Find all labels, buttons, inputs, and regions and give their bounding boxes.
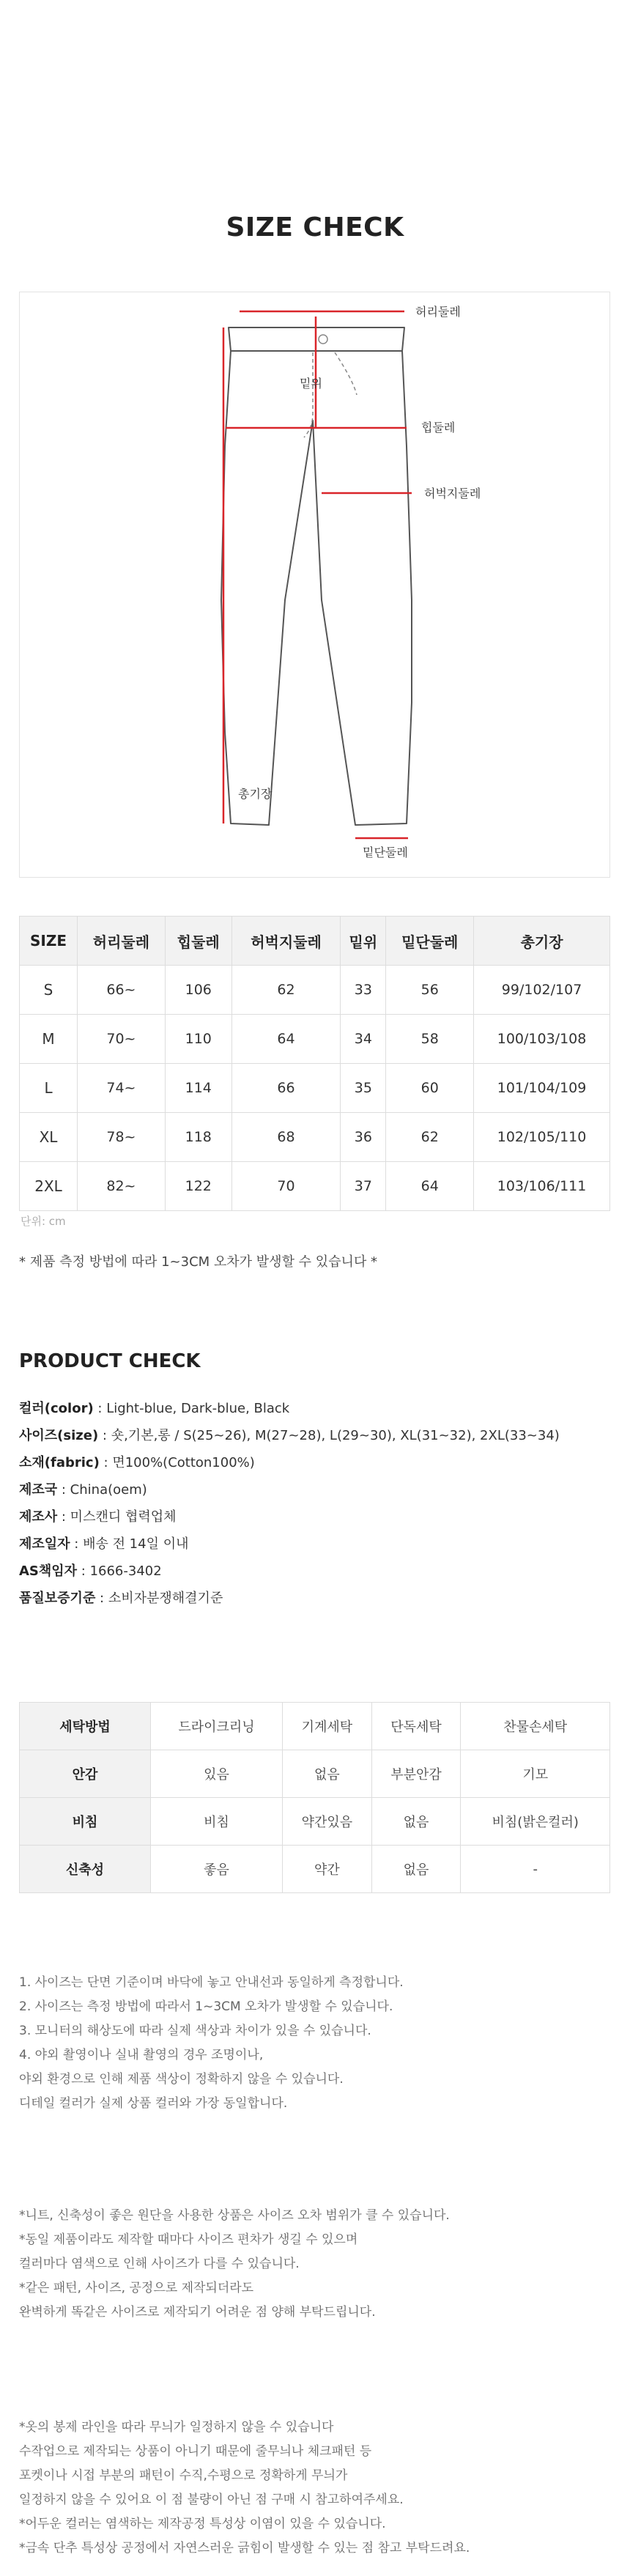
info-value: : 숏,기본,롱 / S(25~26), M(27~28), L(29~30), XL(31~32), 2XL(33~34) [98, 1428, 560, 1443]
product-info-item [19, 1558, 560, 1585]
notice-line: 2. 사이즈는 측정 방법에 따라서 1~3CM 오차가 발생할 수 있습니다. [19, 1999, 393, 2014]
header-hem: 밑단둘레 [386, 917, 474, 966]
cell: 찬물손세탁 [461, 1703, 610, 1750]
size-check-title: SIZE CHECK [226, 212, 404, 243]
table-row [20, 966, 610, 1015]
cell: S [20, 966, 78, 1015]
cell: 70~ [78, 1015, 166, 1064]
cell: 64 [231, 1015, 341, 1064]
product-info-item [19, 1585, 560, 1612]
cell: 36 [341, 1113, 386, 1162]
cell: 64 [386, 1162, 474, 1211]
header-hip: 힙둘레 [165, 917, 231, 966]
cell: 없음 [371, 1798, 461, 1846]
size-table [19, 916, 610, 1211]
cell: 58 [386, 1015, 474, 1064]
cell: 68 [231, 1113, 341, 1162]
cell: 70 [231, 1162, 341, 1211]
notice-line: *금속 단추 특성상 공정에서 자연스러운 긁힘이 발생할 수 있는 점 참고 부탁드려요. [19, 2541, 470, 2555]
row-header: 안감 [20, 1750, 151, 1798]
notice-line: *같은 패턴, 사이즈, 공정으로 제작되더라도 [19, 2281, 254, 2295]
info-key: 제조국 [19, 1482, 58, 1498]
table-row [20, 1846, 610, 1893]
cell: 114 [165, 1064, 231, 1113]
cell: 102/105/110 [474, 1113, 610, 1162]
info-value: : 미스캔디 협력업체 [57, 1509, 177, 1525]
info-key: 소재(fabric) [19, 1455, 100, 1470]
cell: 35 [341, 1064, 386, 1113]
row-header: 세탁방법 [20, 1703, 151, 1750]
label-length: 총기장 [238, 787, 273, 801]
cell: 부분안감 [371, 1750, 461, 1798]
label-thigh: 허벅지둘레 [424, 486, 481, 500]
cell: 기계세탁 [283, 1703, 372, 1750]
cell: 110 [165, 1015, 231, 1064]
notice-line: *옷의 봉제 라인을 따라 무늬가 일정하지 않을 수 있습니다 [19, 2420, 334, 2435]
info-value: : 소비자분쟁해결기준 [95, 1591, 223, 1606]
info-key: AS책임자 [19, 1563, 78, 1579]
table-row [20, 1015, 610, 1064]
product-info-item [19, 1503, 560, 1531]
info-value: : Light-blue, Dark-blue, Black [93, 1401, 290, 1416]
info-value: : China(oem) [57, 1482, 147, 1498]
info-key: 컬러(color) [19, 1401, 94, 1416]
table-row [20, 1162, 610, 1211]
product-info-item [19, 1395, 560, 1422]
cell: - [461, 1846, 610, 1893]
cell: 비침 [151, 1798, 283, 1846]
cell: 101/104/109 [474, 1064, 610, 1113]
cell: 비침(밝은컬러) [461, 1798, 610, 1846]
label-hem: 밑단둘레 [363, 845, 408, 859]
size-table-header [20, 917, 610, 966]
cell: 2XL [20, 1162, 78, 1211]
info-key: 제조사 [19, 1509, 58, 1525]
cell: 66~ [78, 966, 166, 1015]
notice-line: 디테일 컬러가 실제 상품 컬러와 가장 동일합니다. [19, 2096, 288, 2111]
notice-line: 1. 사이즈는 단면 기준이며 바닥에 놓고 안내선과 동일하게 측정합니다. [19, 1975, 404, 1990]
info-value: : 배송 전 14일 이내 [70, 1536, 189, 1552]
cell: 기모 [461, 1750, 610, 1798]
cell: 없음 [371, 1846, 461, 1893]
notice-block-3 [19, 2416, 470, 2561]
cell: XL [20, 1113, 78, 1162]
cell: 62 [231, 966, 341, 1015]
notice-line: 일정하지 않을 수 있어요 이 점 불량이 아닌 점 구매 시 참고하여주세요. [19, 2492, 404, 2507]
product-check-title: PRODUCT CHECK [19, 1350, 201, 1372]
notice-line: *니트, 신축성이 좋은 원단을 사용한 상품은 사이즈 오차 범위가 클 수 있습니다. [19, 2208, 450, 2223]
cell: 78~ [78, 1113, 166, 1162]
table-row [20, 1703, 610, 1750]
cell: 82~ [78, 1162, 166, 1211]
cell: 약간있음 [283, 1798, 372, 1846]
cell: 단독세탁 [371, 1703, 461, 1750]
notice-line: *어두운 컬러는 염색하는 제작공정 특성상 이염이 있을 수 있습니다. [19, 2517, 386, 2531]
row-header: 신축성 [20, 1846, 151, 1893]
header-waist: 허리둘레 [78, 917, 166, 966]
cell: 62 [386, 1113, 474, 1162]
cell: 118 [165, 1113, 231, 1162]
table-row [20, 1113, 610, 1162]
label-rise: 밑위 [300, 377, 322, 391]
cell: 74~ [78, 1064, 166, 1113]
notice-line: *동일 제품이라도 제작할 때마다 사이즈 편차가 생길 수 있으며 [19, 2232, 358, 2247]
product-info-list [19, 1395, 560, 1612]
cell: 106 [165, 966, 231, 1015]
notice-line: 3. 모니터의 해상도에 따라 실제 색상과 차이가 있을 수 있습니다. [19, 2024, 371, 2038]
header-rise: 밑위 [341, 917, 386, 966]
cell: 드라이크리닝 [151, 1703, 283, 1750]
notice-line: 포켓이나 시접 부분의 패턴이 수직,수평으로 정확하게 무늬가 [19, 2468, 348, 2483]
unit-label: 단위: cm [21, 1215, 66, 1228]
cell: 66 [231, 1064, 341, 1113]
cell: 100/103/108 [474, 1015, 610, 1064]
label-waist: 허리둘레 [415, 305, 461, 319]
cell: 좋음 [151, 1846, 283, 1893]
table-row [20, 1798, 610, 1846]
cell: 60 [386, 1064, 474, 1113]
measurement-note: * 제품 측정 방법에 따라 1~3CM 오차가 발생할 수 있습니다 * [19, 1254, 378, 1270]
product-info-item [19, 1476, 560, 1503]
info-key: 품질보증기준 [19, 1591, 96, 1606]
cell: 있음 [151, 1750, 283, 1798]
table-row [20, 1750, 610, 1798]
notice-line: 야외 환경으로 인해 제품 색상이 정확하지 않을 수 있습니다. [19, 2072, 344, 2087]
cell: 122 [165, 1162, 231, 1211]
cell: L [20, 1064, 78, 1113]
care-table [19, 1702, 610, 1893]
notice-line: 컬러마다 염색으로 인해 사이즈가 다를 수 있습니다. [19, 2257, 300, 2271]
notice-line: 완벽하게 똑같은 사이즈로 제작되기 어려운 점 양해 부탁드립니다. [19, 2305, 376, 2320]
info-key: 사이즈(size) [19, 1428, 99, 1443]
header-length: 총기장 [474, 917, 610, 966]
product-info-item [19, 1531, 560, 1558]
cell: 37 [341, 1162, 386, 1211]
info-value: : 1666-3402 [77, 1563, 162, 1579]
cell: 103/106/111 [474, 1162, 610, 1211]
table-row [20, 1064, 610, 1113]
cell: 33 [341, 966, 386, 1015]
notice-line: 4. 야외 촬영이나 실내 촬영의 경우 조명이나, [19, 2048, 264, 2062]
info-value: : 면100%(Cotton100%) [99, 1455, 255, 1470]
cell: M [20, 1015, 78, 1064]
product-info-item [19, 1422, 560, 1449]
cell: 없음 [283, 1750, 372, 1798]
product-info-item [19, 1449, 560, 1476]
info-key: 제조일자 [19, 1536, 70, 1552]
row-header: 비침 [20, 1798, 151, 1846]
header-thigh: 허벅지둘레 [231, 917, 341, 966]
label-hip: 힙둘레 [421, 421, 456, 434]
notice-block-2 [19, 2204, 450, 2325]
pants-measurement-diagram [19, 292, 610, 878]
cell: 99/102/107 [474, 966, 610, 1015]
cell: 약간 [283, 1846, 372, 1893]
notice-line: 수작업으로 제작되는 상품이 아니기 때문에 줄무늬나 체크패턴 등 [19, 2444, 372, 2459]
cell: 34 [341, 1015, 386, 1064]
notice-block-1 [19, 1971, 404, 2116]
header-size: SIZE [20, 917, 78, 966]
cell: 56 [386, 966, 474, 1015]
